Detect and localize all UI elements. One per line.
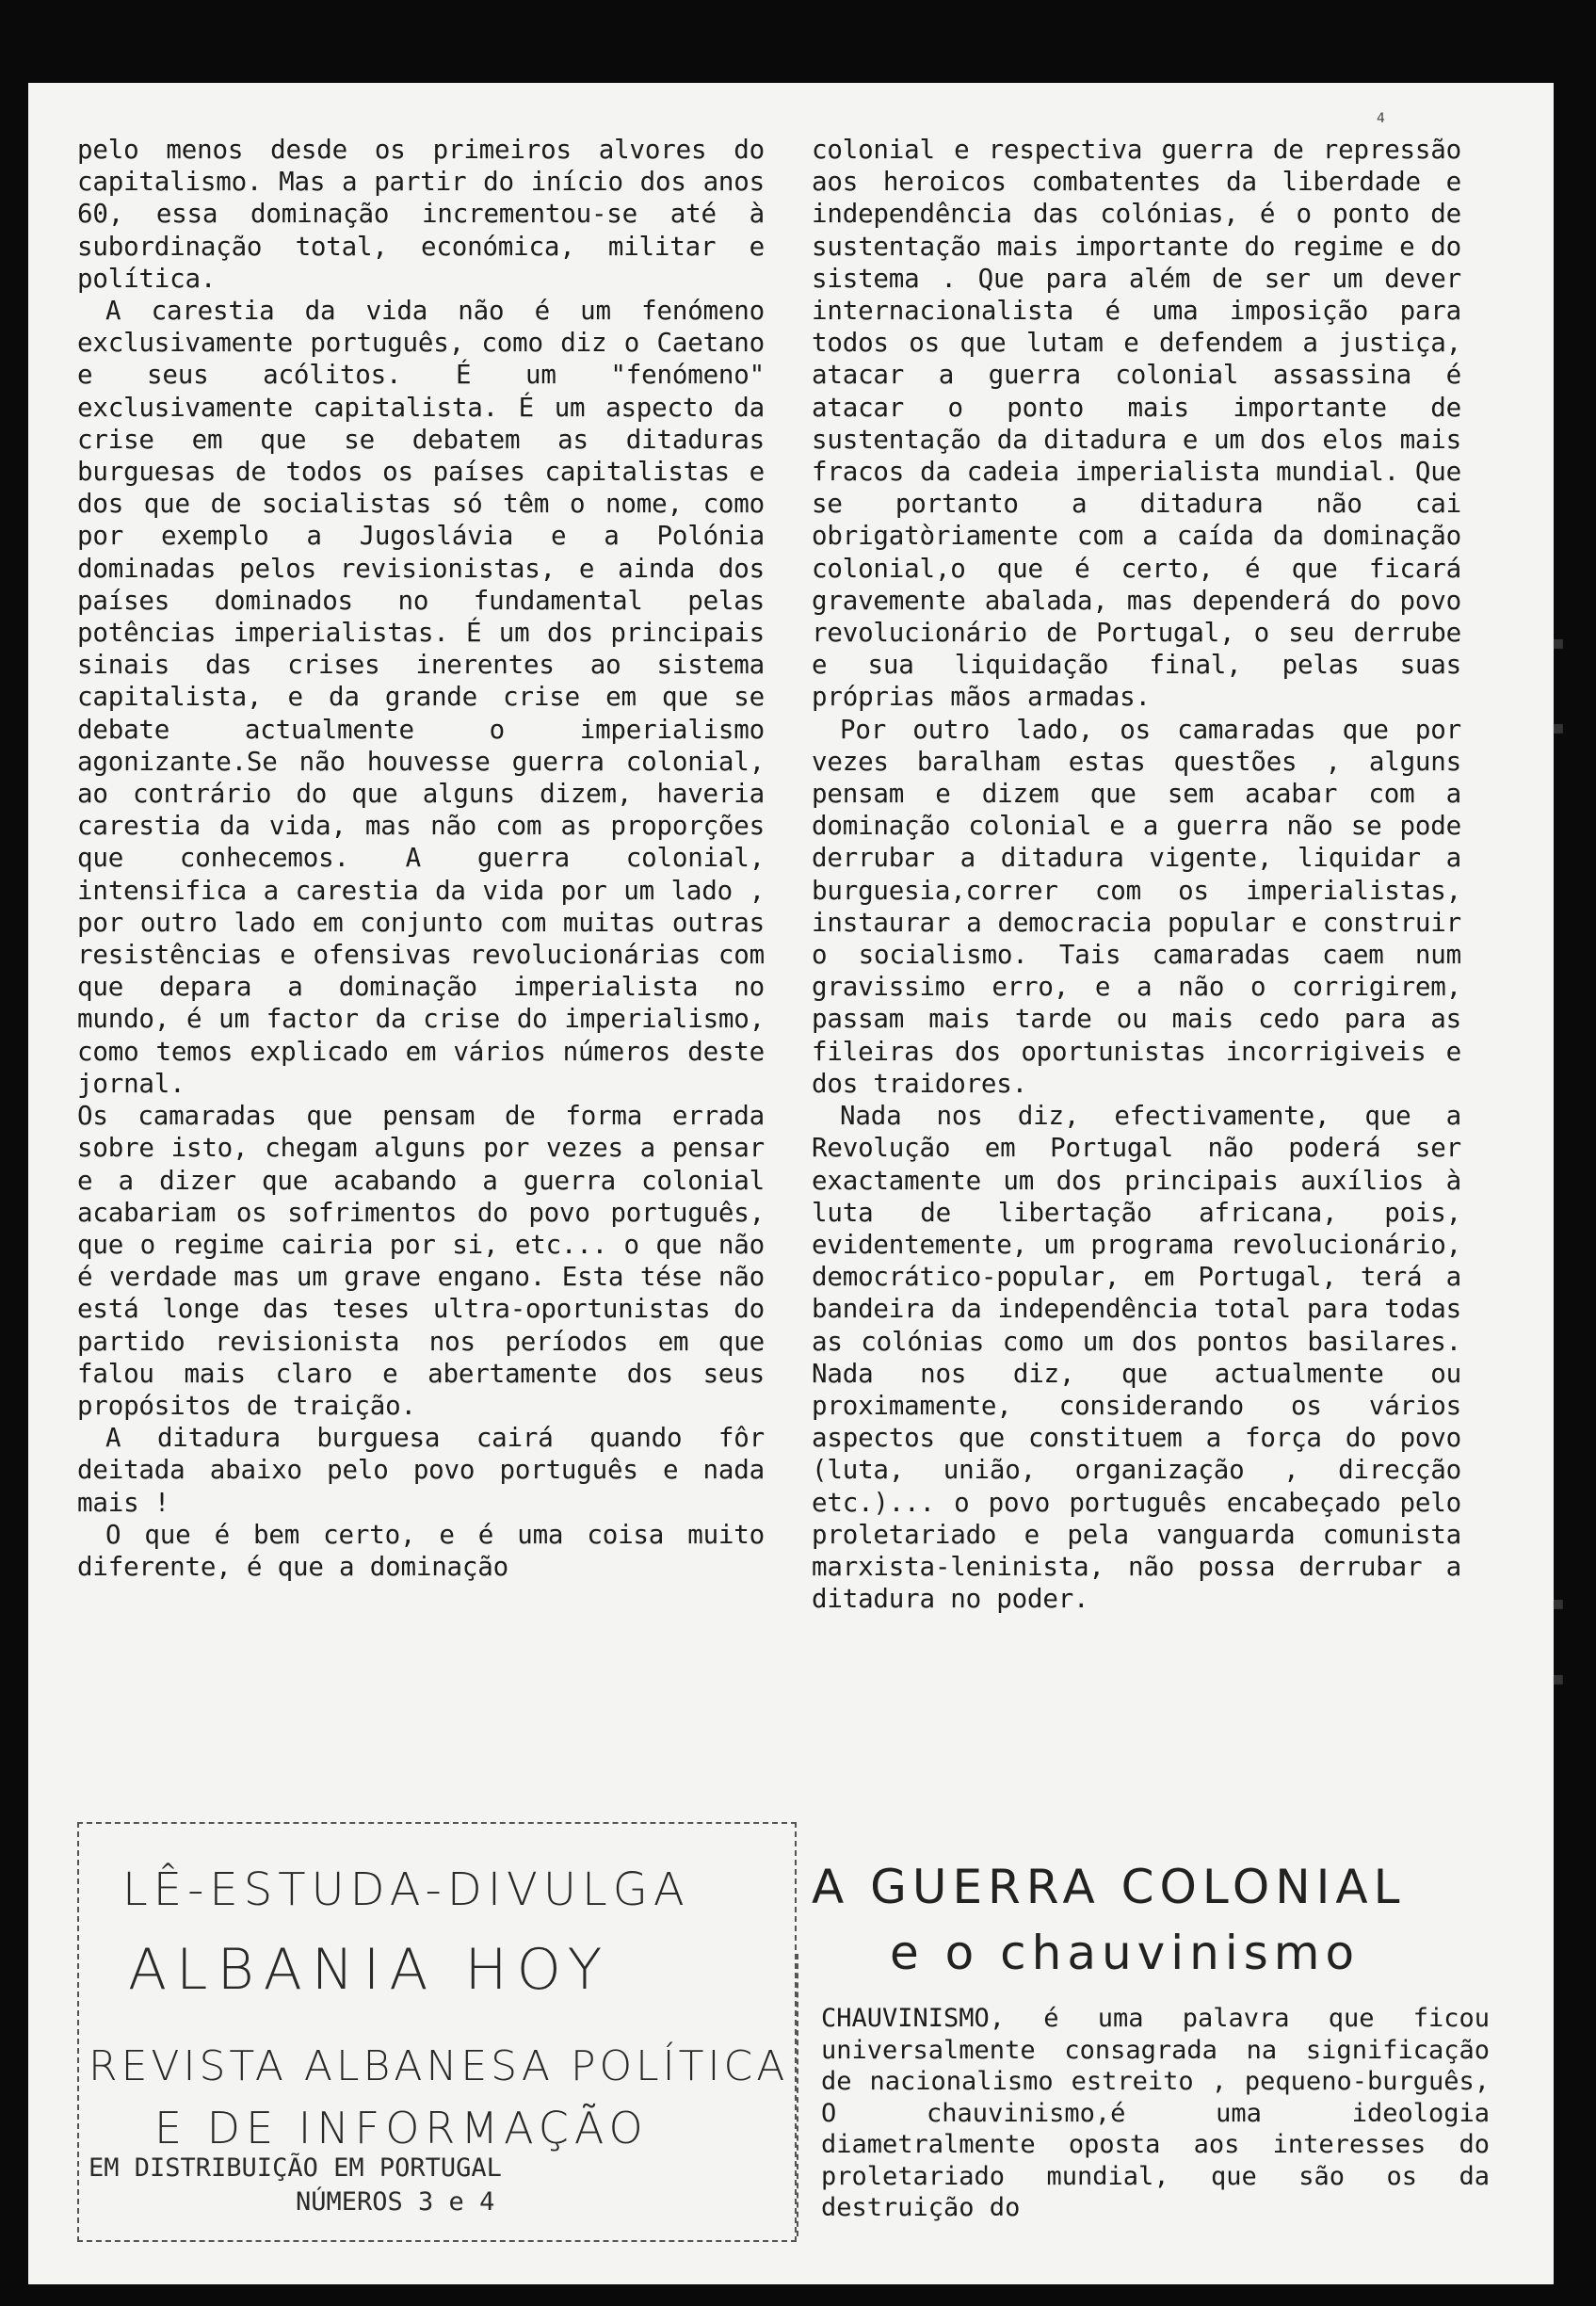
- section-divider: [797, 1954, 798, 2236]
- paragraph: Nada nos diz, efectivamente, que a Revolução em Portugal não poderá ser exactamente um dos principais auxílios à luta de libertação africana, pois, evidentemente, um programa revolucionário, democrático-popular, em Portugal, terá a bandeira da independência total para todas as colónias como um dos pontos basilares. Nada nos diz, que actualmente ou proximamente, considerando os vários aspectos que constituem a força do povo (luta, união, organização , direcção etc.)... o povo português encabeçado pelo proletariado e pela vanguarda comunista marxista-leninista, não possa derrubar a ditadura no poder.: [812, 1101, 1461, 1615]
- advert-slogan: LÊ-ESTUDA-DIVULGA: [122, 1863, 690, 1916]
- paragraph: Os camaradas que pensam de forma errada sobre isto, chegam alguns por vezes a pensar e a dizer que acabando a guerra colonial acabariam os sofrimentos do povo português, que o regime cairia por si, etc... o que não é verdade mas um grave engano. Esta tése não está longe das teses ultra-oportunistas do partido revisionista nos períodos em que falou mais claro e abertamente dos seus propósitos de traição.: [77, 1101, 765, 1421]
- punch-mark: ▪: [1552, 1591, 1565, 1614]
- paragraph: O que é bem certo, e é uma coisa muito diferente, é que a dominação: [77, 1519, 765, 1582]
- punch-mark: ▪: [1552, 631, 1565, 653]
- advert-subtitle-2: E DE INFORMAÇÃO: [154, 2103, 649, 2153]
- section-body: [821, 2003, 1490, 2224]
- left-column: [77, 134, 765, 1583]
- paragraph: CHAUVINISMO, é uma palavra que ficou universalmente consagrada na significação de nacionalismo estreito , pequeno-burguês, O chauvinismo,é uma ideologia diametralmente oposta aos interesses do proletariado mundial, que são os da destruição do: [821, 2004, 1490, 2222]
- right-column: [812, 134, 1461, 1615]
- paragraph: A ditadura burguesa cairá quando fôr deitada abaixo pelo povo português e nada mais !: [77, 1423, 765, 1518]
- paragraph: colonial e respectiva guerra de repressão aos heroicos combatentes da liberdade e independência das colónias, é o ponto de sustentação mais importante do regime e do sistema . Que para além de ser um dever internacionalista é uma imposição para todos os que lutam e defendem a justiça, atacar a guerra colonial assassina é atacar o ponto mais importante de sustentação da ditadura e um dos elos mais fracos da cadeia imperialista mundial. Que se portanto a ditadura não cai obrigatòriamente com a caída da dominação colonial,o que é certo, é que ficará gravemente abalada, mas dependerá do povo revolucionário de Portugal, o seu derrube e sua liquidação final, pelas suas próprias mãos armadas.: [812, 135, 1461, 713]
- advert-distribution: EM DISTRIBUIÇÃO EM PORTUGAL: [89, 2153, 502, 2183]
- page-mark: 4: [1377, 111, 1385, 126]
- paragraph: A carestia da vida não é um fenómeno exclusivamente português, como diz o Caetano e seus acólitos. É um "fenómeno" exclusivamente capitalista. É um aspecto da crise em que se debatem as ditaduras burguesas de todos os países capitalistas e dos que de socialistas só têm o nome, como por exemplo a Jugoslávia e a Polónia dominadas pelos revisionistas, e ainda dos países dominados no fundamental pelas potências imperialistas. É um dos principais sinais das crises inerentes ao sistema capitalista, e da grande crise em que se debate actualmente o imperialismo agonizante.Se não houvesse guerra colonial, ao contrário do que alguns dizem, haveria carestia da vida, mas não com as proporções que conhecemos. A guerra colonial, intensifica a carestia da vida por um lado , por outro lado em conjunto com muitas outras resistências e ofensivas revolucionárias com que depara a dominação imperialista no mundo, é um factor da crise do imperialismo, como temos explicado em vários números deste jornal.: [77, 296, 765, 1099]
- advert-issues: NÚMEROS 3 e 4: [296, 2187, 495, 2217]
- section-heading: A GUERRA COLONIAL: [812, 1860, 1406, 1914]
- paragraph: Por outro lado, os camaradas que por vezes baralham estas questões , alguns pensam e dizem que sem acabar com a dominação colonial e a guerra não se pode derrubar a ditadura vigente, liquidar a burguesia,correr com os imperialistas, instaurar a democracia popular e construir o socialismo. Tais camaradas caem num gravissimo erro, e a não o corrigirem, passam mais tarde ou mais cedo para as fileiras dos oportunistas incorrigiveis e dos traidores.: [812, 714, 1461, 1099]
- advert-subtitle: REVISTA ALBANESA POLÍTICA: [89, 2042, 789, 2090]
- paragraph: pelo menos desde os primeiros alvores do capitalismo. Mas a partir do início dos anos 60, essa dominação incrementou-se até à subordinação total, económica, militar e política.: [77, 135, 765, 294]
- section-subheading: e o chauvinismo: [890, 1926, 1361, 1980]
- punch-mark: ▪: [1552, 1667, 1565, 1689]
- advert-title: ALBANIA HOY: [128, 1937, 612, 2003]
- albania-hoy-advert: [77, 1822, 797, 2242]
- punch-mark: ▪: [1552, 716, 1565, 738]
